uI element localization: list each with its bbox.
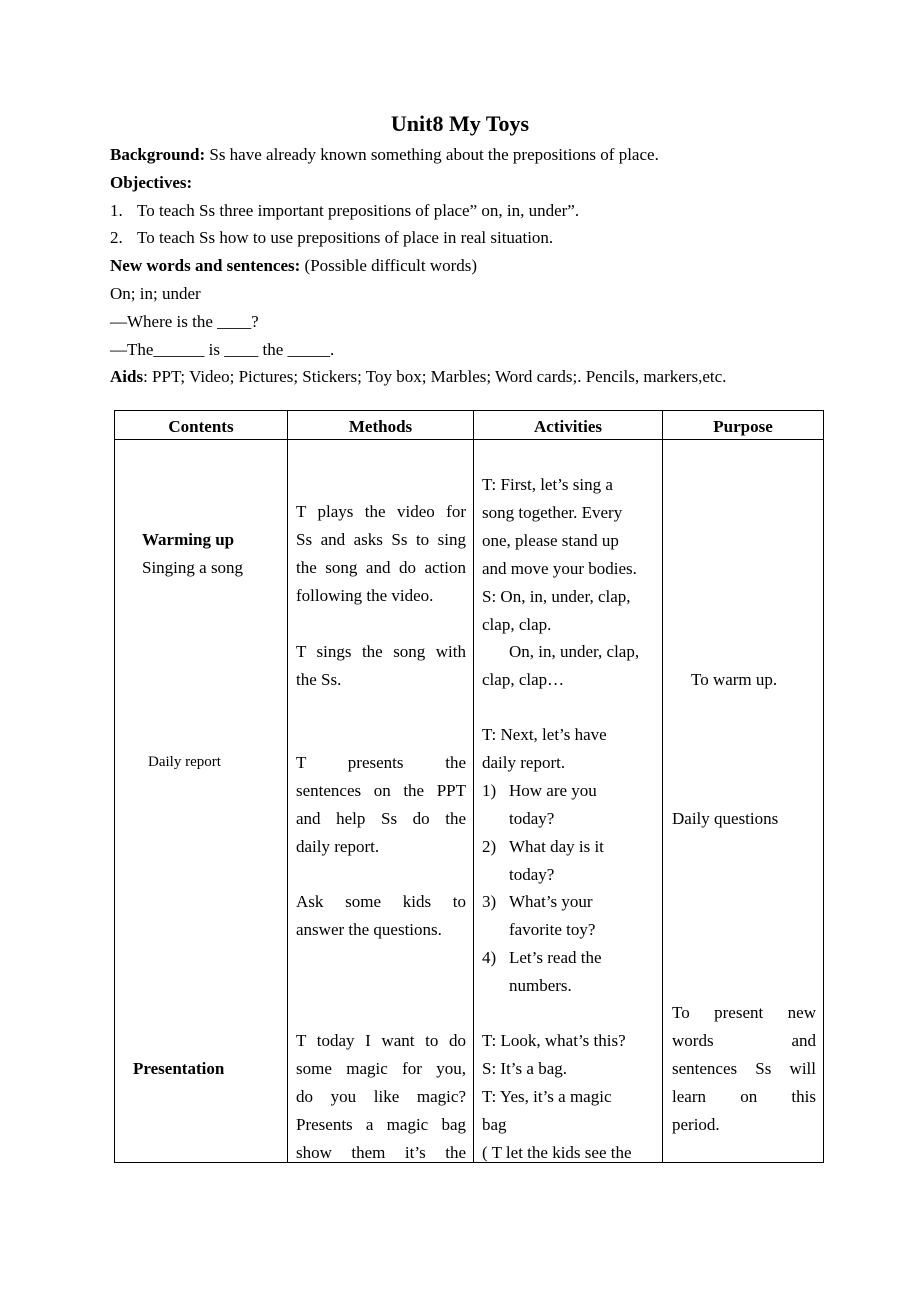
method-block [296,888,466,944]
header-methods: Methods [348,417,413,436]
method-line: T presents the [296,753,466,772]
contents-warming-up: Warming up [142,530,235,549]
activity-line: bag [482,1114,507,1134]
objective-item [110,224,830,252]
list-number: 4) [482,948,497,968]
activity-line: daily report. [482,752,566,772]
header-contents: Contents [168,417,234,436]
activity-line: S: On, in, under, clap, [482,586,631,606]
column-divider [662,411,663,1162]
method-line: Ask some kids to [296,892,466,911]
background-line [110,141,830,169]
activity-line: T: Yes, it’s a magic [482,1086,612,1106]
objective-text: To teach Ss three important prepositions of place” on, in, under”. [137,200,580,220]
list-line: Let’s read the [509,948,602,968]
header-purpose: Purpose [713,417,773,436]
method-line: and help Ss do the [296,808,466,828]
activity-list-item [482,944,657,1000]
contents-singing: Singing a song [142,558,244,577]
method-line: T today I want to do [296,1031,466,1050]
method-line: Ss and asks Ss to sing [296,529,466,549]
list-number: 2) [482,836,497,856]
method-block [296,638,466,694]
list-line: What’s your [509,892,593,912]
activity-line: T: Look, what’s this? [482,1031,626,1050]
list-line: numbers. [509,976,572,996]
method-line: do you like magic? [296,1086,466,1106]
activity-line: clap, clap. [482,614,552,634]
new-words-note: (Possible difficult words) [300,256,478,276]
purpose-line: learn on this [672,1086,816,1106]
background-text: Ss have already known something about the prepositions of place. [205,145,659,164]
objective-number: 1. [110,200,123,220]
activity-list-item [482,833,657,889]
purpose-warm-up: To warm up. [691,670,778,689]
list-number: 1) [482,780,497,800]
words-line: On; in; under [110,283,201,303]
activity-line: T: First, let’s sing a [482,475,613,494]
activity-list-item [482,777,657,833]
purpose-line: sentences Ss will [672,1058,816,1078]
method-block [296,749,466,861]
method-line: the Ss. [296,669,342,689]
activity-line: ( T let the kids see the [482,1142,632,1162]
method-block [296,1027,466,1167]
method-line: daily report. [296,836,380,856]
new-words-label: New words and sentences: [110,256,301,276]
aids-label: Aids [110,367,144,387]
contents-presentation: Presentation [133,1059,225,1078]
method-line: the song and do action [296,557,466,577]
objective-text: To teach Ss how to use prepositions of place in real situation. [137,228,554,248]
sentence-pattern-2: —The______ is ____ the _____. [110,339,335,359]
purpose-line: words and [672,1030,816,1050]
method-line: Presents a magic bag [296,1114,466,1134]
method-line: some magic for you, [296,1058,466,1078]
activity-block [482,721,657,1000]
activity-line: S: It’s a bag. [482,1058,567,1078]
purpose-line: To present new [672,1003,816,1022]
document-title: Unit8 My Toys [390,111,530,136]
list-line: How are you [509,780,597,800]
list-line: today? [509,808,555,828]
method-line: sentences on the PPT [296,780,466,800]
method-line: show them it’s the [296,1142,466,1162]
objective-number: 2. [110,228,123,248]
background-label: Background: [110,145,206,164]
contents-daily-report: Daily report [148,754,221,770]
objective-item [110,197,830,225]
header-activities: Activities [534,417,602,436]
method-line: T sings the song with [296,642,466,661]
intro-section [110,141,830,391]
sentence-pattern-1: —Where is the ____? [110,311,259,331]
method-block [296,498,466,610]
aids-line [110,363,830,391]
purpose-daily: Daily questions [672,809,779,828]
activity-block [482,1027,657,1167]
activity-line: On, in, under, clap, [509,642,640,662]
method-line: answer the questions. [296,919,442,939]
list-line: favorite toy? [509,920,596,940]
column-divider [287,411,288,1162]
list-line: What day is it [509,836,604,856]
purpose-line: period. [672,1114,720,1134]
method-line: following the video. [296,585,434,605]
activity-line: song together. Every [482,502,623,522]
activity-line: and move your bodies. [482,558,637,578]
activity-line: clap, clap… [482,670,565,690]
activity-line: T: Next, let’s have [482,725,607,744]
new-words-line [110,252,830,280]
list-number: 3) [482,892,497,912]
objectives-label: Objectives: [110,172,193,192]
list-line: today? [509,864,555,884]
activity-list-item [482,888,657,944]
activity-block [482,471,657,694]
activity-line: one, please stand up [482,530,619,550]
aids-text: : PPT; Video; Pictures; Stickers; Toy box; Marbles; Word cards;. Pencils, markers,etc. [143,367,727,387]
method-line: T plays the video for [296,502,466,521]
purpose-block [672,999,816,1139]
lesson-plan-table [114,410,824,1163]
column-divider [473,411,474,1162]
